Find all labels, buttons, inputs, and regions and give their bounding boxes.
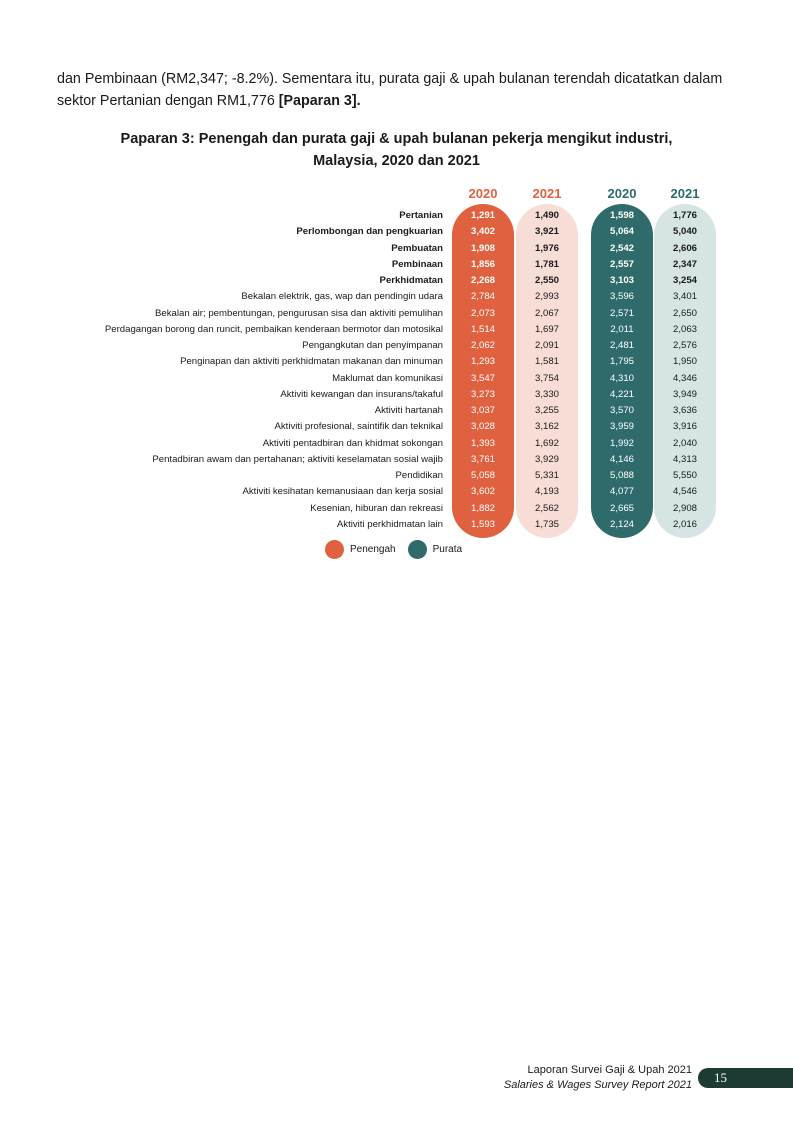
industry-label: Kesenian, hiburan dan rekreasi bbox=[310, 502, 443, 514]
median-2021-value: 3,162 bbox=[534, 421, 559, 433]
intro-text: dan Pembinaan (RM2,347; -8.2%). Sementara itu, purata gaji & upah bulanan terendah dicatatkan dalam sektor Pertanian dengan RM1,776 bbox=[57, 71, 723, 109]
industry-table bbox=[0, 208, 793, 533]
mean-2020-value: 2,481 bbox=[609, 340, 634, 351]
mean-2020-value: 4,146 bbox=[609, 453, 634, 465]
median-2020-value: 1,908 bbox=[470, 242, 495, 254]
industry-label: Aktiviti kewangan dan insurans/takaful bbox=[280, 388, 443, 400]
median-2020-value: 3,402 bbox=[470, 226, 495, 238]
table-row bbox=[0, 484, 793, 500]
footer-report-en: Salaries & Wages Survey Report 2021 bbox=[503, 1079, 692, 1091]
mean-2021-value: 3,254 bbox=[672, 275, 697, 286]
median-2020-value: 3,761 bbox=[470, 453, 495, 465]
mean-2021-value: 3,401 bbox=[672, 291, 697, 303]
median-2021-value: 3,255 bbox=[534, 405, 559, 416]
mean-2021-value: 5,550 bbox=[672, 470, 697, 481]
median-2021-value: 3,754 bbox=[534, 372, 559, 384]
table-row bbox=[0, 224, 793, 240]
median-2021-value: 1,697 bbox=[534, 323, 559, 335]
industry-label: Perkhidmatan bbox=[379, 275, 443, 286]
median-2021-value: 1,735 bbox=[534, 518, 559, 530]
table-row bbox=[0, 208, 793, 224]
mean-2021-value: 2,576 bbox=[672, 340, 697, 351]
mean-2020-value: 3,570 bbox=[609, 405, 634, 416]
table-row bbox=[0, 257, 793, 273]
mean-2020-value: 3,596 bbox=[609, 291, 634, 303]
median-2021-value: 1,581 bbox=[534, 356, 559, 368]
table-row bbox=[0, 322, 793, 338]
median-2020-value: 1,291 bbox=[470, 210, 495, 221]
exhibit-title-line1: Paparan 3: Penengah dan purata gaji & upah bulanan pekerja mengikut industri, bbox=[120, 131, 673, 147]
median-2021-value: 4,193 bbox=[534, 486, 559, 498]
table-row bbox=[0, 338, 793, 354]
mean-2020-value: 5,064 bbox=[609, 226, 634, 238]
table-row bbox=[0, 387, 793, 403]
legend-mean-swatch bbox=[408, 540, 427, 559]
mean-2020-value: 2,557 bbox=[609, 258, 634, 270]
mean-2021-value: 2,063 bbox=[672, 323, 697, 335]
mean-2020-value: 4,310 bbox=[609, 372, 634, 384]
mean-2020-value: 4,077 bbox=[609, 486, 634, 498]
mean-2021-value: 2,040 bbox=[672, 437, 697, 449]
mean-2020-value: 4,221 bbox=[609, 388, 634, 400]
median-2021-value: 3,929 bbox=[534, 453, 559, 465]
industry-label: Perlombongan dan pengkuarian bbox=[296, 226, 443, 238]
table-row bbox=[0, 403, 793, 419]
industry-label: Penginapan dan aktiviti perkhidmatan makanan dan minuman bbox=[180, 356, 443, 368]
median-2020-value: 3,273 bbox=[470, 388, 495, 400]
page-number: 15 bbox=[698, 1068, 793, 1088]
median-2021-value: 1,692 bbox=[534, 437, 559, 449]
median-2020-value: 2,073 bbox=[470, 307, 495, 319]
legend-mean-label: Purata bbox=[432, 543, 463, 555]
industry-label: Pembinaan bbox=[391, 258, 443, 270]
median-2020-value: 2,784 bbox=[470, 291, 495, 303]
table-row bbox=[0, 436, 793, 452]
year-header-mean-2020: 2020 bbox=[607, 186, 637, 201]
exhibit-title-line2: Malaysia, 2020 dan 2021 bbox=[313, 153, 480, 169]
median-2020-value: 1,293 bbox=[470, 356, 495, 368]
mean-2021-value: 4,546 bbox=[672, 486, 697, 498]
median-2021-value: 2,550 bbox=[534, 275, 559, 286]
industry-label: Aktiviti profesional, saintifik dan teknikal bbox=[274, 421, 443, 433]
median-2020-value: 2,062 bbox=[470, 340, 495, 351]
table-row bbox=[0, 419, 793, 435]
legend-median-swatch bbox=[325, 540, 344, 559]
mean-2021-value: 3,916 bbox=[672, 421, 697, 433]
mean-2020-value: 2,571 bbox=[609, 307, 634, 319]
industry-label: Aktiviti kesihatan kemanusiaan dan kerja sosial bbox=[242, 486, 443, 498]
mean-2021-value: 2,908 bbox=[672, 502, 697, 514]
year-header-median-2021: 2021 bbox=[532, 186, 562, 201]
industry-label: Pentadbiran awam dan pertahanan; aktiviti keselamatan sosial wajib bbox=[152, 453, 443, 465]
mean-2020-value: 1,992 bbox=[609, 437, 634, 449]
table-row bbox=[0, 517, 793, 533]
table-row bbox=[0, 354, 793, 370]
table-row bbox=[0, 371, 793, 387]
median-2021-value: 3,330 bbox=[534, 388, 559, 400]
legend-median-label: Penengah bbox=[350, 543, 396, 555]
median-2020-value: 3,028 bbox=[470, 421, 495, 433]
table-row bbox=[0, 306, 793, 322]
industry-label: Pertanian bbox=[399, 210, 443, 221]
legend bbox=[325, 539, 462, 559]
mean-2020-value: 1,598 bbox=[609, 210, 634, 221]
median-2021-value: 3,921 bbox=[534, 226, 559, 238]
mean-2021-value: 4,346 bbox=[672, 372, 697, 384]
median-2021-value: 1,490 bbox=[534, 210, 559, 221]
footer-report-title bbox=[504, 1063, 692, 1093]
mean-2021-value: 1,950 bbox=[672, 356, 697, 368]
table-row bbox=[0, 468, 793, 484]
intro-paragraph bbox=[57, 68, 747, 112]
industry-label: Perdagangan borong dan runcit, pembaikan kenderaan bermotor dan motosikal bbox=[104, 323, 443, 335]
median-2021-value: 1,976 bbox=[534, 242, 559, 254]
year-header-median-2020: 2020 bbox=[468, 186, 498, 201]
mean-2020-value: 2,124 bbox=[609, 518, 634, 530]
mean-2020-value: 3,959 bbox=[609, 421, 634, 433]
median-2021-value: 5,331 bbox=[534, 470, 559, 481]
industry-label: Bekalan elektrik, gas, wap dan pendingin udara bbox=[241, 291, 443, 303]
footer-report-ms: Laporan Survei Gaji & Upah 2021 bbox=[527, 1064, 692, 1076]
industry-label: Aktiviti hartanah bbox=[374, 405, 443, 416]
median-2020-value: 3,037 bbox=[470, 405, 495, 416]
median-2020-value: 3,547 bbox=[470, 372, 495, 384]
industry-label: Pembuatan bbox=[391, 242, 443, 254]
mean-2020-value: 5,088 bbox=[609, 470, 634, 481]
mean-2021-value: 2,016 bbox=[672, 518, 697, 530]
table-row bbox=[0, 501, 793, 517]
median-2020-value: 1,593 bbox=[470, 518, 495, 530]
industry-label: Bekalan air; pembentungan, pengurusan sisa dan aktiviti pemulihan bbox=[155, 307, 443, 319]
median-2020-value: 2,268 bbox=[470, 275, 495, 286]
year-header-mean-2021: 2021 bbox=[670, 186, 700, 201]
industry-label: Aktiviti pentadbiran dan khidmat sokongan bbox=[262, 437, 443, 449]
mean-2021-value: 3,949 bbox=[672, 388, 697, 400]
mean-2020-value: 2,011 bbox=[610, 323, 634, 335]
mean-2020-value: 1,795 bbox=[609, 356, 634, 368]
mean-2020-value: 2,665 bbox=[609, 502, 634, 514]
median-2021-value: 1,781 bbox=[534, 258, 559, 270]
mean-2021-value: 3,636 bbox=[672, 405, 697, 416]
median-2021-value: 2,562 bbox=[534, 502, 559, 514]
mean-2021-value: 2,650 bbox=[672, 307, 697, 319]
mean-2021-value: 1,776 bbox=[672, 210, 697, 221]
mean-2020-value: 2,542 bbox=[609, 242, 634, 254]
industry-label: Pendidikan bbox=[395, 470, 443, 481]
table-row bbox=[0, 241, 793, 257]
table-row bbox=[0, 452, 793, 468]
table-row bbox=[0, 273, 793, 289]
median-2020-value: 1,882 bbox=[470, 502, 495, 514]
mean-2021-value: 4,313 bbox=[672, 453, 697, 465]
table-row bbox=[0, 289, 793, 305]
mean-2021-value: 2,347 bbox=[672, 258, 697, 270]
mean-2021-value: 5,040 bbox=[672, 226, 697, 238]
mean-2020-value: 3,103 bbox=[609, 275, 634, 286]
median-2020-value: 1,514 bbox=[470, 323, 495, 335]
industry-label: Maklumat dan komunikasi bbox=[332, 372, 443, 384]
industry-label: Aktiviti perkhidmatan lain bbox=[336, 518, 443, 530]
mean-2021-value: 2,606 bbox=[672, 242, 697, 254]
median-2020-value: 1,856 bbox=[470, 258, 495, 270]
median-2021-value: 2,067 bbox=[534, 307, 559, 319]
intro-reference: [Paparan 3]. bbox=[278, 93, 361, 109]
exhibit-title bbox=[60, 128, 733, 172]
median-2020-value: 3,602 bbox=[470, 486, 495, 498]
median-2020-value: 1,393 bbox=[470, 437, 495, 449]
industry-label: Pengangkutan dan penyimpanan bbox=[302, 340, 443, 351]
median-2021-value: 2,993 bbox=[534, 291, 559, 303]
median-2021-value: 2,091 bbox=[534, 340, 559, 351]
median-2020-value: 5,058 bbox=[470, 470, 495, 481]
